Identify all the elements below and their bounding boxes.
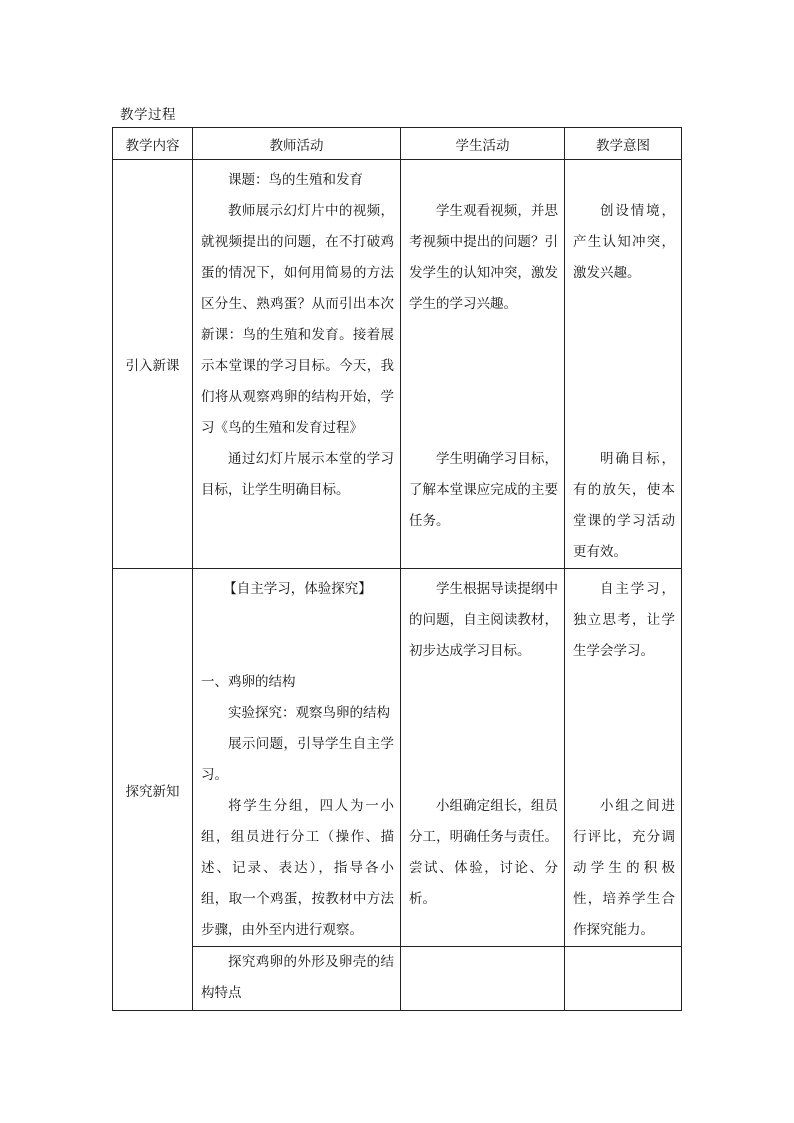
teacher-text: 一、鸡卵的结构 [201, 674, 296, 690]
intent-cell [565, 947, 682, 1011]
header-content: 教学内容 [113, 128, 193, 160]
student-activity-cell [401, 569, 565, 947]
teacher-text: 将学生分组，四人为一小组，组员进行分工（操作、描述、记录、表达），指导各小组，取一个鸡蛋，按教材中方法步骤，由外至内进行观察。 [201, 798, 394, 938]
teacher-activity-cell [193, 160, 401, 569]
header-teacher: 教师活动 [193, 128, 401, 160]
teacher-text: 课题：鸟的生殖和发育 [228, 172, 363, 188]
teacher-text: 探究鸡卵的外形及卵壳的结构特点 [201, 954, 394, 1001]
teacher-activity-cell [193, 947, 401, 1011]
teacher-text: 实验探究：观察鸟卵的结构 [228, 705, 390, 721]
teacher-text: 【自主学习，体验探究】 [223, 581, 372, 597]
stage-cell: 探究新知 [113, 569, 193, 1011]
stage-cell: 引入新课 [113, 160, 193, 569]
teaching-process-table [112, 127, 682, 1011]
intent-text: 创设情境，产生认知冲突，激发兴趣。 [573, 203, 675, 281]
table-row [113, 947, 682, 1011]
header-student: 学生活动 [401, 128, 565, 160]
teacher-text: 展示问题，引导学生自主学习。 [201, 736, 394, 783]
teacher-activity-cell [193, 569, 401, 947]
intent-cell [565, 160, 682, 569]
table-row [113, 160, 682, 569]
section-title: 教学过程 [120, 107, 176, 123]
student-text: 小组确定组长，组员分工，明确任务与责任。尝试、体验，讨论、分析。 [409, 798, 558, 907]
student-text: 学生观看视频，并思考视频中提出的问题？引发学生的认知冲突，激发学生的学习兴趣。 [409, 203, 558, 312]
intent-text: 自主学习，独立思考，让学生学会学习。 [573, 581, 675, 659]
intent-cell [565, 569, 682, 947]
intent-text: 明确目标，有的放矢，使本堂课的学习活动更有效。 [573, 451, 675, 560]
teacher-text: 通过幻灯片展示本堂的学习目标，让学生明确目标。 [201, 451, 394, 498]
student-text: 学生明确学习目标，了解本堂课应完成的主要任务。 [409, 451, 558, 529]
header-intent: 教学意图 [565, 128, 682, 160]
teacher-text: 教师展示幻灯片中的视频，就视频提出的问题，在不打破鸡蛋的情况下，如何用简易的方法区分生、熟鸡蛋？从而引出本次新课：鸟的生殖和发育。接着展示本堂课的学习目标。今天，我们将从观察鸡卵的结构开始，学习《鸟的生殖和发育过程》 [201, 203, 394, 436]
intent-text: 小组之间进行评比，充分调动学生的积极性，培养学生合作探究能力。 [573, 798, 675, 938]
table-row [113, 569, 682, 947]
student-activity-cell [401, 160, 565, 569]
table-header-row [113, 128, 682, 160]
student-activity-cell [401, 947, 565, 1011]
student-text: 学生根据导读提纲中的问题，自主阅读教材，初步达成学习目标。 [409, 581, 558, 659]
